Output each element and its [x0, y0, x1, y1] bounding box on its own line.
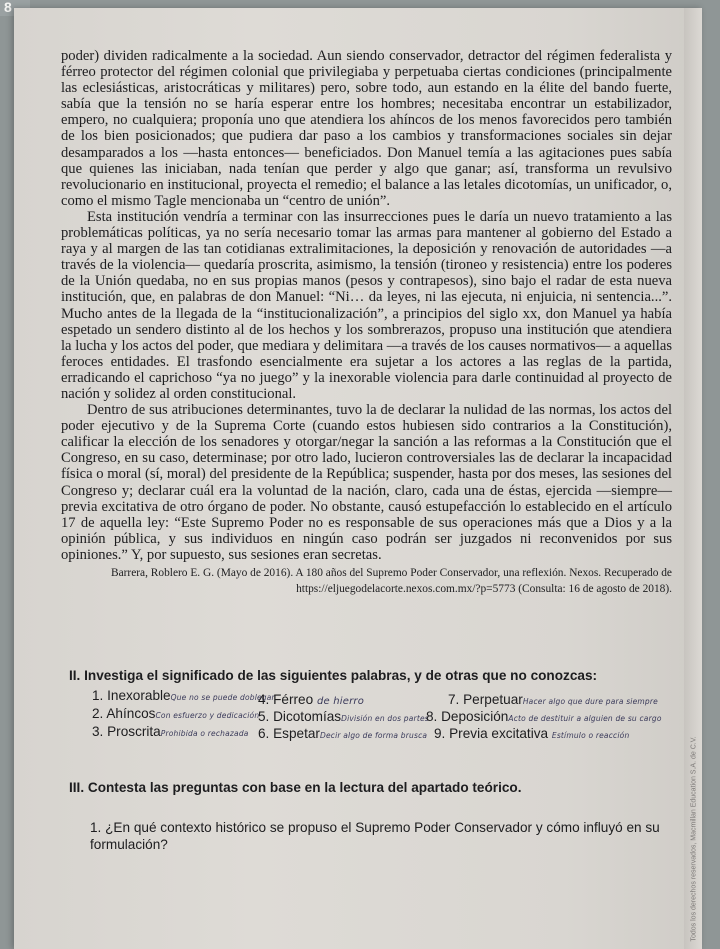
- vocab-word: 9. Previa excitativa: [434, 726, 549, 741]
- vocab-item-5: [258, 709, 429, 724]
- vocab-word: 7. Perpetuar: [448, 692, 523, 707]
- vocab-word: 4. Férreo: [258, 692, 314, 707]
- handwritten-answer: Que no se puede doblegar: [170, 693, 275, 702]
- vocab-word: 2. Ahíncos: [92, 706, 156, 721]
- page-number: 8: [0, 0, 30, 16]
- vocab-item-1: [92, 688, 275, 703]
- vocab-word: 3. Proscrita: [92, 724, 161, 739]
- reading-text: [61, 48, 672, 598]
- handwritten-answer: de hierro: [316, 696, 365, 707]
- vocab-word: 6. Espetar: [258, 726, 320, 741]
- source-line-1: Barrera, Roblero E. G. (Mayo de 2016). A 180 años del Supremo Poder Conservador, una reflexión. Nexos. Recuperado de: [110, 567, 672, 579]
- vocab-item-3: [92, 724, 249, 739]
- section-2-title: II. Investiga el significado de las siguientes palabras, y de otras que no conozcas:: [69, 668, 598, 683]
- paragraph-3: Dentro de sus atribuciones determinantes, tuvo la de declarar la nulidad de las normas, los actos del poder ejecutivo y de la Suprema Corte (cuando estos hubiesen sido contrarios a la Constitución), calificar la elección de los senadores y otorgar/negar la sanción a las reformas a la Constitución que el Congreso, en su caso, determinase; por otro lado, lucieron controversiales las de declarar la incapacidad física o moral (sí, moral) del presidente de la República; suspender, hasta por dos meses, las sesiones del Congreso y; declarar cuál era la voluntad de la nación, claro, cada una de éstas, ejercida —siempre— previa excitativa de otro órgano de poder. No obstante, causó estupefacción lo establecido en el artículo 17 de aquella ley: “Este Supremo Poder no es responsable de sus operaciones más que a Dios y a la opinión pública, y sus individuos en ningún caso podrán ser juzgados ni reconvenidos por sus opiniones.” Y, por supuesto, sus sesiones eran secretas.: [61, 402, 672, 563]
- vocab-item-4: [258, 692, 364, 707]
- handwritten-answer: Hacer algo que dure para siempre: [522, 697, 658, 706]
- handwritten-answer: Prohibida o rechazada: [160, 729, 249, 738]
- vocab-item-9: [434, 726, 629, 741]
- question-1: 1. ¿En qué contexto histórico se propuso el Supremo Poder Conservador y cómo influyó en su formulación?: [90, 820, 660, 852]
- source-citation: [61, 565, 672, 598]
- handwritten-answer: Decir algo de forma brusca: [319, 731, 428, 740]
- handwritten-answer: División en dos partes: [341, 714, 429, 723]
- handwritten-answer: Estímulo o reacción: [551, 731, 630, 740]
- source-line-2: https://eljuegodelacorte.nexos.com.mx/?p=5773 (Consulta: 16 de agosto de 2018).: [296, 583, 672, 596]
- handwritten-answer: Acto de destituir a alguien de su cargo: [508, 714, 662, 723]
- paragraph-1: poder) dividen radicalmente a la sociedad. Aun siendo conservador, detractor del régimen federalista y férreo protector del régimen colonial que privilegiaba y perpetuaba ciertas condiciones (principalmente las eclesiásticas, aristocráticas y militares) pero, sobre todo, aun estando en la élite del bando fuerte, sabía que la tensión no se haría esperar entre los hombres; necesitaba encontrar un estabilizador, empero, no cualquiera; proponía uno que atendiera los ahíncos de los menos favorecidos pero también de los bien posicionados; que pudiera dar paso a los cambios y transformaciones sociales sin dejar desamparados a los —hasta entonces— beneficiados. Don Manuel temía a las agitaciones pues sabía que quienes las iniciaban, nada tenían que perder y algo que ganar; así, transforma un revulsivo revolucionario en institucional, proyecta el remedio; el balance a las letales dicotomías, un unificador, o, como el mismo Tagle mencionaba un “centro de unión”.: [61, 48, 672, 209]
- vocab-item-8: [426, 709, 662, 724]
- vocab-item-6: [258, 726, 427, 741]
- vocab-word: 1. Inexorable: [92, 688, 171, 703]
- book-page: [14, 8, 702, 949]
- side-copyright: Todos los derechos reservados, Macmillan Education S.A. de C.V.: [690, 736, 698, 942]
- section-3-title: III. Contesta las preguntas con base en la lectura del apartado teórico.: [69, 780, 522, 795]
- vocab-item-2: [92, 706, 259, 721]
- paragraph-2: Esta institución vendría a terminar con las insurrecciones pues le daría un nuevo tratamiento a las problemáticas políticas, ya no sería necesario tomar las armas para mantener al gobierno del Estado a raya y al margen de las tan cotidianas extralimitaciones, la deposición y renovación de autoridades —a través de la violencia— quedaría proscrita, asimismo, la tensión (tironeo y resistencia) entre los poderes de la Unión quedaba, no en sus propias manos (pesos y contrapesos), sino bajo el radar de esta nueva institución, que, en palabras de don Manuel: “Ni… da leyes, ni las ejecuta, ni enjuicia, ni sentencia...”. Mucho antes de la llegada de la “institucionalización”, a principios del siglo xx, don Manuel ya había espetado un sendero distinto al de los hechos y los sombrerazos, propuso una institución que atendiera la lucha y los actos del poder, que mediara y delimitara —a través de los causes normativos— a aquellas feroces entidades. El trasfondo esencialmente era sujetar a los actores a las reglas de la partida, erradicando el caprichoso “ya no juego” y la inexorable violencia para darle continuidad al proyecto de nación y solidez al orden constitucional.: [61, 208, 672, 402]
- vocab-word: 5. Dicotomías: [258, 709, 342, 724]
- handwritten-answer: Con esfuerzo y dedicación: [155, 711, 260, 720]
- vocab-item-7: [448, 692, 658, 707]
- vocab-word: 8. Deposición: [426, 709, 509, 724]
